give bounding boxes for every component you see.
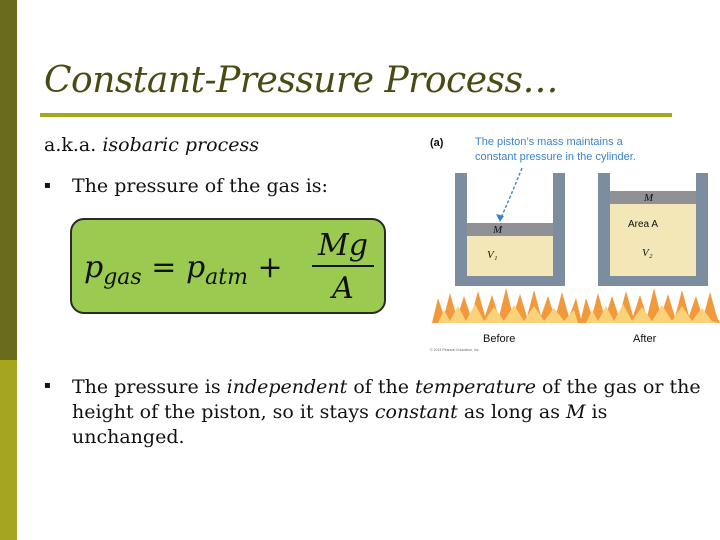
sidebar-accent-top (0, 0, 17, 360)
text-run: of the gas or the height of the piston, so it stays (72, 376, 701, 423)
before-label: Before (483, 333, 516, 345)
after-label: After (633, 333, 657, 345)
aka-term: isobaric process (102, 134, 259, 156)
figure-caption-line2: constant pressure in the cylinder. (475, 151, 636, 163)
volume-label-after: V₂ (642, 247, 653, 259)
fraction-bar (312, 265, 374, 267)
figure-caption-line1: The piston’s mass maintains a (475, 136, 623, 148)
text-run: is unchanged. (72, 401, 608, 448)
equation-fraction (312, 228, 374, 306)
emphasis-independent: independent (226, 376, 348, 398)
caption-arrow (500, 168, 522, 220)
text-run: as long as (457, 401, 567, 423)
emphasis-mass-symbol: M (566, 401, 586, 423)
gas-after (610, 204, 696, 276)
slide-title: Constant-Pressure Process… (44, 60, 558, 101)
bullet-text-independence (72, 375, 712, 450)
emphasis-constant: constant (374, 401, 458, 423)
emphasis-temperature: temperature (415, 376, 536, 398)
cylinder-after (598, 173, 708, 286)
piston-before (467, 223, 553, 236)
bullet-marker: ▪ (44, 180, 51, 191)
equation-denominator: A (332, 271, 354, 306)
flames-after (580, 288, 720, 323)
bullet-marker: ▪ (44, 380, 51, 391)
text-run: The pressure is (72, 376, 227, 398)
copyright-text: © 2013 Pearson Education, Inc. (430, 348, 480, 352)
aka-prefix: a.k.a. (44, 134, 103, 156)
mass-label-before: M (493, 224, 503, 236)
sidebar-accent-bottom (0, 360, 17, 540)
cylinder-before (455, 173, 565, 286)
title-underline (40, 113, 672, 117)
mass-label-after: M (644, 192, 654, 204)
panel-label: (a) (430, 137, 444, 149)
equation-lhs (84, 250, 283, 290)
equation-text: $p_{gas} = p_{atm}$ + (84, 250, 283, 290)
area-label: Area A (628, 219, 659, 230)
bullet-text-pressure: The pressure of the gas is: (72, 175, 328, 197)
flames-before (432, 288, 582, 323)
gas-before (467, 236, 553, 276)
text-run: of the (347, 376, 416, 398)
aka-line (44, 134, 259, 156)
piston-cylinder-figure (420, 128, 720, 358)
equation-box (70, 218, 386, 314)
volume-label-before: V₁ (487, 249, 498, 261)
equation-numerator: Mg (318, 228, 368, 263)
